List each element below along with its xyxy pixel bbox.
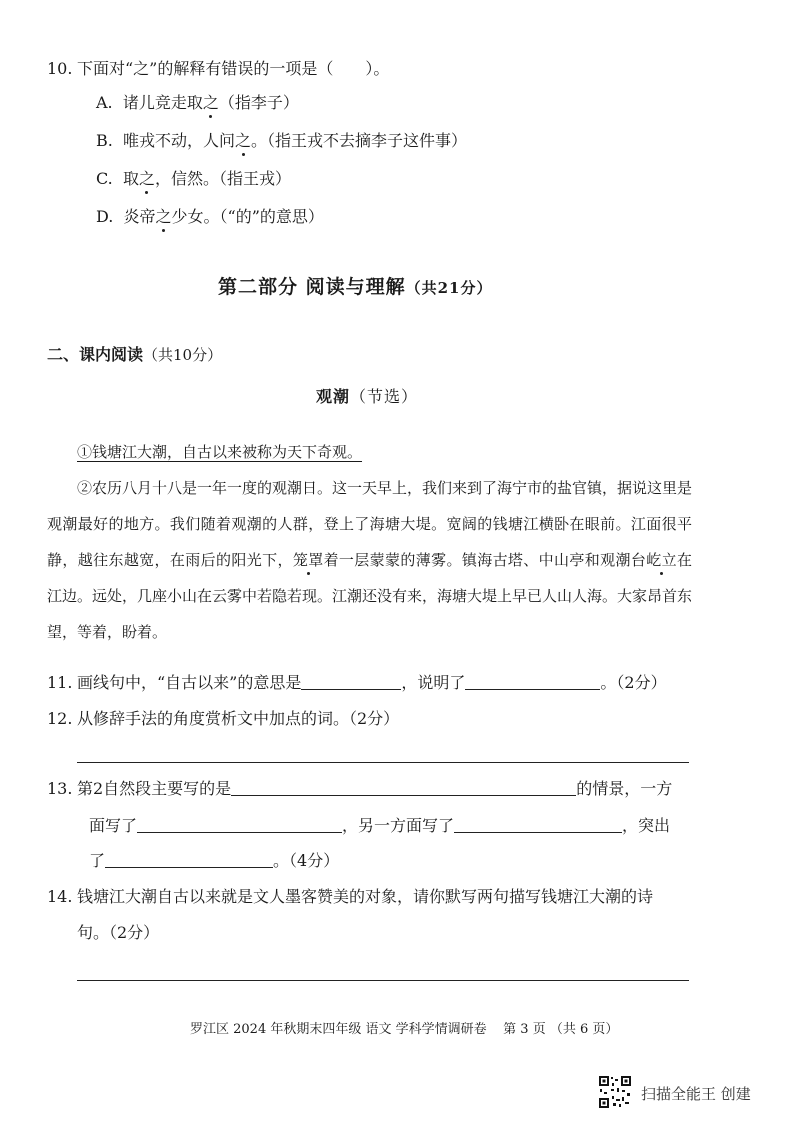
article-subtitle: （节选）	[350, 387, 419, 406]
option-text: ，信然。（指王戎）	[154, 169, 291, 188]
passage-text: ②农历八月十八是一年一度的观潮日。这一天早上，我们来到了海宁市的盐官镇，据说这里是观潮最好的地方。我们随着观潮的人群，登上了海塘大堤。宽阔的钱塘江横卧在眼前。江面很平静，越往东越宽，在雨后的阳光下，	[47, 479, 693, 569]
passage-text: 在江边。远处，几座小山在云雾中若隐若现。江潮还没有来，海塘大堤上早已人山人海。大家昂首东望，等着，盼着。	[47, 551, 693, 641]
q12-number: 12.	[47, 709, 73, 728]
dotted-word: 之	[138, 169, 155, 188]
q13-text: ，另一方面写了	[342, 816, 455, 835]
footer-page-number: 第 3 页 （共 6 页）	[503, 1022, 619, 1037]
q10-stem	[47, 58, 389, 80]
q11-number: 11.	[47, 673, 73, 692]
underlined-sentence: ①钱塘江大潮，自古以来被称为天下奇观。	[77, 443, 363, 461]
q14-line-1	[47, 886, 653, 908]
dotted-word: 之	[202, 93, 219, 112]
option-letter: C.	[96, 169, 113, 188]
q11	[47, 672, 667, 694]
option-letter: B.	[96, 131, 113, 150]
q10-option-d	[96, 206, 324, 228]
dotted-word: 屹立	[646, 551, 677, 569]
answer-blank[interactable]	[231, 779, 576, 796]
part2-score: （共21分）	[405, 279, 493, 297]
q10-option-a	[96, 92, 299, 114]
section2-score: （共10分）	[143, 346, 223, 364]
answer-blank[interactable]	[105, 851, 273, 868]
q10-option-c	[96, 168, 291, 190]
scanner-watermark: 扫描全能王 创建	[641, 1085, 751, 1103]
q10-option-b	[96, 130, 467, 152]
q14-text: 钱塘江大潮自古以来就是文人墨客赞美的对象，请你默写两句描写钱塘江大潮的诗	[77, 887, 654, 906]
q13-text: 面写了	[89, 816, 138, 835]
q14-number: 14.	[47, 887, 73, 906]
dotted-word: 之	[155, 207, 172, 226]
q14-answer-line[interactable]	[77, 980, 689, 981]
option-text: 取	[122, 169, 139, 188]
dotted-word: 之	[235, 131, 252, 150]
q13-text: 第2自然段主要写的是	[77, 779, 232, 798]
section2-heading	[47, 342, 222, 365]
answer-blank[interactable]	[465, 673, 600, 690]
passage-paragraph-2	[47, 470, 692, 650]
q11-text: 画线句中，“自古以来”的意思是	[77, 673, 302, 692]
footer-exam-title: 罗江区 2024 年秋期末四年级 语文 学科学情调研卷	[190, 1022, 487, 1037]
q14-text: 句。（2分）	[77, 923, 160, 942]
part2-title: 第二部分 阅读与理解	[218, 276, 406, 298]
page-footer	[190, 1018, 618, 1037]
q10-text: 下面对“之”的解释有错误的一项是（ ）。	[77, 59, 390, 78]
option-text: 唯戎不动，人问	[123, 131, 236, 150]
q13-line-1	[47, 778, 672, 800]
article-title: 观潮	[316, 387, 351, 406]
q12-text: 从修辞手法的角度赏析文中加点的词。（2分）	[77, 709, 400, 728]
passage-text: 着一层蒙蒙的薄雾。镇海古塔、中山亭和观潮台	[323, 551, 647, 569]
q11-text: ，说明了	[401, 673, 466, 692]
q13-text: 。（4分）	[273, 851, 340, 870]
q11-text: 。（2分）	[600, 673, 667, 692]
q10-number: 10.	[47, 59, 73, 78]
q13-text: 的情景，一方	[576, 779, 673, 798]
passage-paragraph-1	[77, 434, 692, 470]
q12-answer-line[interactable]	[77, 762, 689, 763]
answer-blank[interactable]	[454, 816, 622, 833]
answer-blank[interactable]	[301, 673, 401, 690]
option-text: 诸儿竞走取	[122, 93, 203, 112]
q14-line-2	[77, 922, 159, 944]
option-text: 少女。（“的”的意思）	[171, 207, 324, 226]
option-text: 炎帝	[123, 207, 156, 226]
q12	[47, 708, 399, 730]
dotted-word: 笼罩	[292, 551, 324, 569]
q13-text: ，突出	[622, 816, 671, 835]
q13-line-3	[89, 850, 339, 872]
option-letter: A.	[96, 93, 113, 112]
part2-heading	[218, 272, 493, 299]
answer-blank[interactable]	[137, 816, 342, 833]
section2-title: 二、课内阅读	[47, 345, 144, 364]
article-heading	[316, 384, 418, 407]
option-text: 。（指王戎不去摘李子这件事）	[251, 131, 468, 150]
q13-line-2	[89, 815, 670, 837]
qr-code-icon	[598, 1075, 632, 1109]
option-text: （指李子）	[218, 93, 299, 112]
q13-number: 13.	[47, 779, 73, 798]
q13-text: 了	[89, 851, 106, 870]
option-letter: D.	[96, 207, 114, 226]
